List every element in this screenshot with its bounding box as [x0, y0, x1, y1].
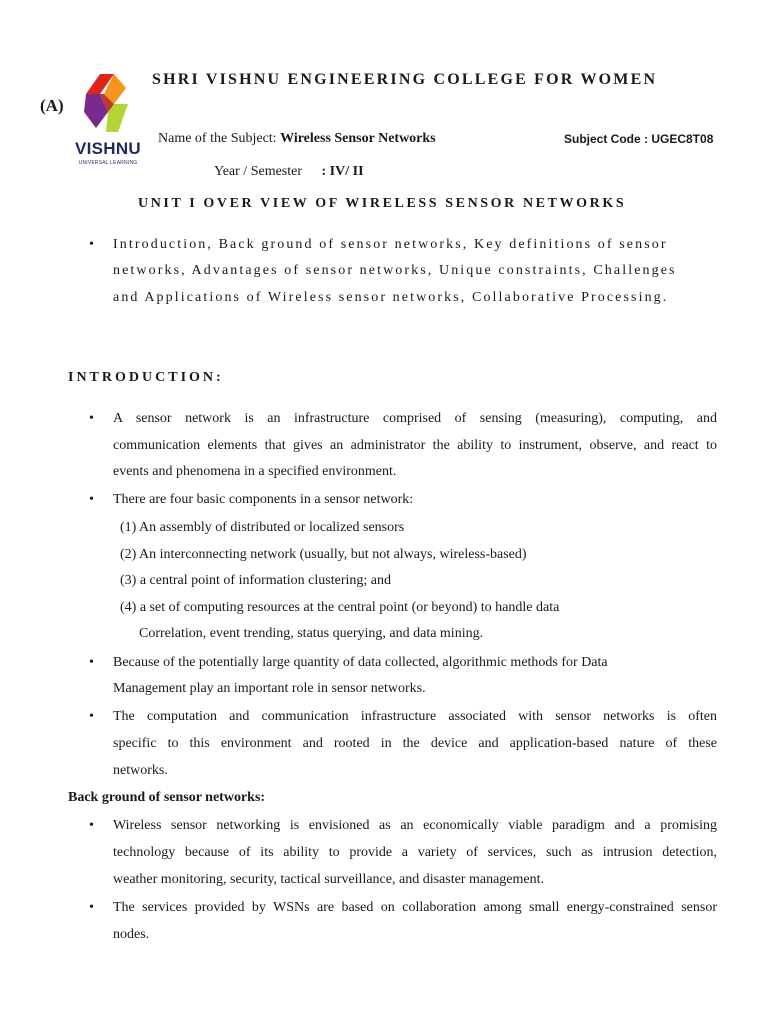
paragraph-line: weather monitoring, security, tactical surveillance, and disaster management.: [113, 872, 544, 887]
subject-code: Subject Code : UGEC8T08: [564, 132, 714, 146]
paragraph-line: nodes.: [113, 927, 150, 942]
subject-value: Wireless Sensor Networks: [280, 131, 436, 146]
subject-label: Name of the Subject:: [158, 131, 277, 146]
bullet-icon: •: [89, 492, 94, 507]
paragraph-line: events and phenomena in a specified environment.: [113, 464, 397, 479]
paragraph-line: technology because of its ability to provide a variety of services, such as intrusion detection,: [113, 845, 717, 860]
paragraph-line: The computation and communication infrastructure associated with sensor networks is often: [113, 709, 717, 724]
topics-line: and Applications of Wireless sensor networks, Collaborative Processing.: [113, 290, 669, 305]
paragraph-line: Management play an important role in sensor networks.: [113, 681, 426, 696]
bullet-icon: •: [89, 655, 94, 670]
background-heading: Back ground of sensor networks:: [68, 790, 266, 805]
section-mark: (A): [40, 96, 64, 115]
college-name: SHRI VISHNU ENGINEERING COLLEGE FOR WOMEN: [152, 71, 658, 88]
topics-line: Introduction, Back ground of sensor networks, Key definitions of sensor: [113, 237, 668, 252]
bullet-icon: •: [89, 237, 94, 252]
paragraph-line: networks.: [113, 763, 168, 778]
topics-line: networks, Advantages of sensor networks, Unique constraints, Challenges: [113, 263, 677, 278]
component-item: (3) a central point of information clustering; and: [120, 573, 391, 588]
paragraph-line: There are four basic components in a sensor network:: [113, 492, 414, 507]
unit-title: UNIT I OVER VIEW OF WIRELESS SENSOR NETWORKS: [138, 196, 627, 211]
introduction-heading: INTRODUCTION:: [68, 370, 224, 385]
component-item: (4) a set of computing resources at the central point (or beyond) to handle data: [120, 600, 560, 615]
college-logo: [74, 72, 142, 172]
paragraph-line: The services provided by WSNs are based on collaboration among small energy-constrained sensor: [113, 900, 717, 915]
component-item-cont: Correlation, event trending, status querying, and data mining.: [139, 626, 484, 641]
paragraph-line: A sensor network is an infrastructure comprised of sensing (measuring), computing, and: [113, 411, 717, 426]
bullet-icon: •: [89, 900, 94, 915]
paragraph-line: communication elements that gives an administrator the ability to instrument, observe, and react to: [113, 438, 717, 453]
year-value: : IV/ II: [321, 164, 364, 179]
paragraph-line: specific to this environment and rooted in the device and application-based nature of these: [113, 736, 717, 751]
year-line: [214, 164, 364, 180]
component-item: (1) An assembly of distributed or localized sensors: [120, 520, 405, 535]
paragraph-line: Wireless sensor networking is envisioned as an economically viable paradigm and a promising: [113, 818, 717, 833]
logo-wordmark: VISHNU: [74, 139, 142, 158]
logo-tagline: UNIVERSAL LEARNING: [78, 160, 138, 166]
bullet-icon: •: [89, 709, 94, 724]
bullet-icon: •: [89, 411, 94, 426]
bullet-icon: •: [89, 818, 94, 833]
year-label: Year / Semester: [214, 164, 303, 179]
component-item: (2) An interconnecting network (usually, but not always, wireless-based): [120, 547, 527, 562]
vishnu-logo-icon: [74, 72, 142, 138]
subject-line: [158, 131, 436, 147]
paragraph-line: Because of the potentially large quantity of data collected, algorithmic methods for Data: [113, 655, 608, 670]
